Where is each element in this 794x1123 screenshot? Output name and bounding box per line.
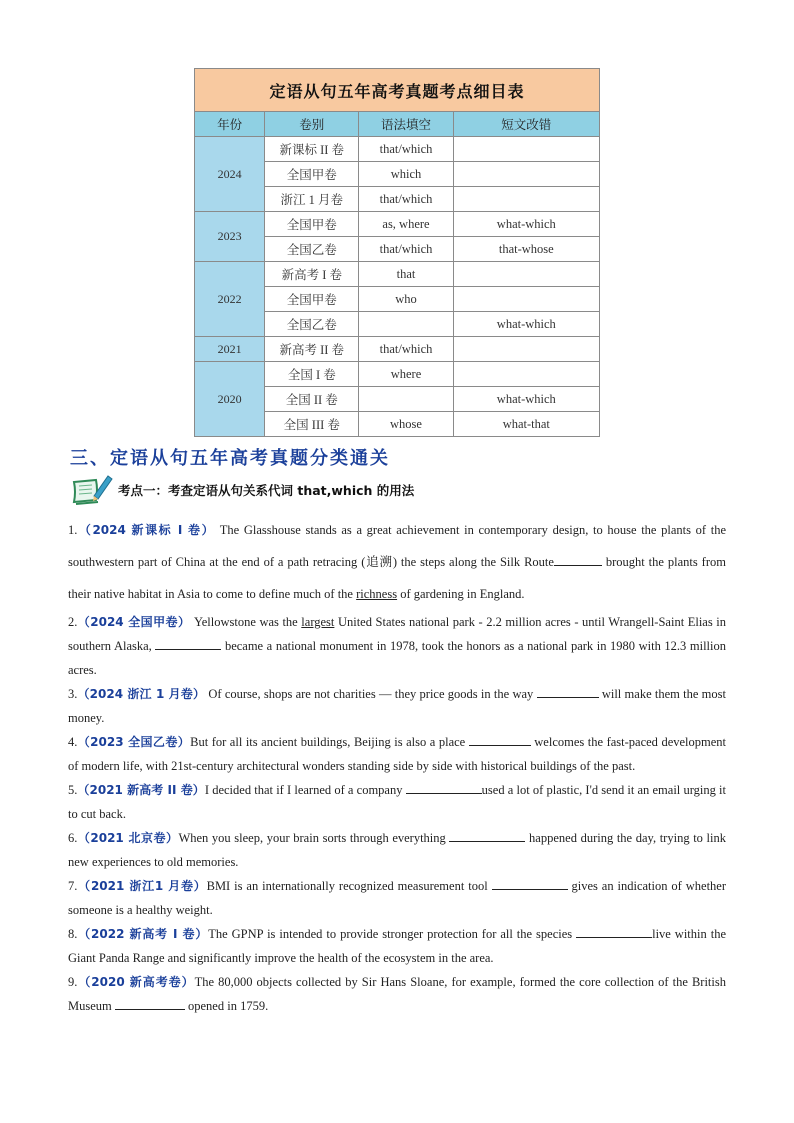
grammar-cell: who [359,287,453,312]
header-year: 年份 [195,112,265,137]
answer-blank[interactable] [406,781,482,794]
year-cell: 2024 [195,137,265,212]
grammar-cell: that/which [359,187,453,212]
paper-cell: 全国甲卷 [265,287,359,312]
answer-blank[interactable] [115,997,185,1010]
correction-cell: what-which [453,312,599,337]
question-7: 7.（2021 浙江1 月卷）BMI is an internationally recognized measurement tool gives an indication of whether someone is a healthy weight. [68,879,727,917]
question-8: 8.（2022 新高考 I 卷）The GPNP is intended to provide stronger protection for all the species live within the Giant Panda Range and significantly improve the health of the ecosystem in the area. [68,927,726,965]
table-row [195,337,600,362]
year-cell: 2022 [195,262,265,337]
table-row [195,212,600,237]
paper-cell: 全国 II 卷 [265,387,359,412]
year-cell: 2020 [195,362,265,437]
header-error-correction: 短文改错 [453,112,599,137]
question-list [68,514,726,1018]
answer-blank[interactable] [554,553,602,566]
correction-cell [453,187,599,212]
paper-cell: 全国乙卷 [265,237,359,262]
correction-cell: what-which [453,387,599,412]
grammar-cell: that/which [359,237,453,262]
question-6: 6.（2021 北京卷）When you sleep, your brain sorts through everything happened during the day, trying to link new experiences to old memories. [68,831,726,869]
year-cell: 2023 [195,212,265,262]
paper-cell: 新高考 I 卷 [265,262,359,287]
question-1: 1.（2024 新课标 I 卷） The Glasshouse stands as a great achievement in contemporary design, to house the plants of the southwestern part of China at the end of a path retracing (追溯) the steps along the Silk Route brought the plants from their native habitat in Asia to come to define much of the richness of gardening in England. [68,523,726,601]
correction-cell [453,287,599,312]
paper-cell: 全国乙卷 [265,312,359,337]
correction-cell [453,362,599,387]
table-title: 定语从句五年高考真题考点细目表 [195,69,600,112]
notebook-pencil-icon [70,472,114,508]
paper-cell: 全国甲卷 [265,162,359,187]
paper-cell: 新课标 II 卷 [265,137,359,162]
answer-blank[interactable] [537,685,599,698]
correction-cell [453,137,599,162]
table-row [195,362,600,387]
correction-cell [453,162,599,187]
answer-blank[interactable] [492,877,568,890]
year-cell: 2021 [195,337,265,362]
table-row [195,262,600,287]
grammar-cell: which [359,162,453,187]
table-row [195,137,600,162]
correction-cell: what-that [453,412,599,437]
question-4: 4.（2023 全国乙卷）But for all its ancient buildings, Beijing is also a place welcomes the fast-paced development of modern life, with 21st-century architectural wonders standing side by side with historical buildings of the past. [68,735,727,773]
section-title: 三、定语从句五年高考真题分类通关 [70,448,390,469]
grammar-cell: whose [359,412,453,437]
correction-cell [453,262,599,287]
grammar-cell: that [359,262,453,287]
question-2: 2.（2024 全国甲卷） Yellowstone was the largest United States national park - 2.2 million acres - until Wrangell-Saint Elias in southern Alaska, became a national monument in 1978, took the honors as a national park in 1980 with 12.3 million acres. [68,615,726,677]
topic-label: 考点一：考查定语从句关系代词 that,which 的用法 [118,483,415,498]
header-grammar-fill: 语法填空 [359,112,453,137]
question-9: 9.（2020 新高考卷）The 80,000 objects collected by Sir Hans Sloane, for example, formed the core collection of the British Museum opened in 1759. [68,975,726,1013]
grammar-cell [359,387,453,412]
exam-points-table [194,68,600,437]
question-5: 5.（2021 新高考 II 卷）I decided that if I learned of a company used a lot of plastic, I'd send it an email urging it to cut back. [68,783,726,821]
answer-blank[interactable] [576,925,652,938]
paper-cell: 新高考 II 卷 [265,337,359,362]
paper-cell: 浙江 1 月卷 [265,187,359,212]
answer-blank[interactable] [155,637,221,650]
correction-cell [453,337,599,362]
question-3: 3.（2024 浙江 1 月卷） Of course, shops are not charities — they price goods in the way will make them the most money. [68,687,726,725]
topic-heading [70,472,414,508]
correction-cell: what-which [453,212,599,237]
paper-cell: 全国 I 卷 [265,362,359,387]
answer-blank[interactable] [449,829,525,842]
answer-blank[interactable] [469,733,531,746]
grammar-cell [359,312,453,337]
paper-cell: 全国 III 卷 [265,412,359,437]
grammar-cell: that/which [359,337,453,362]
grammar-cell: where [359,362,453,387]
grammar-cell: that/which [359,137,453,162]
paper-cell: 全国甲卷 [265,212,359,237]
grammar-cell: as, where [359,212,453,237]
correction-cell: that-whose [453,237,599,262]
header-paper: 卷别 [265,112,359,137]
